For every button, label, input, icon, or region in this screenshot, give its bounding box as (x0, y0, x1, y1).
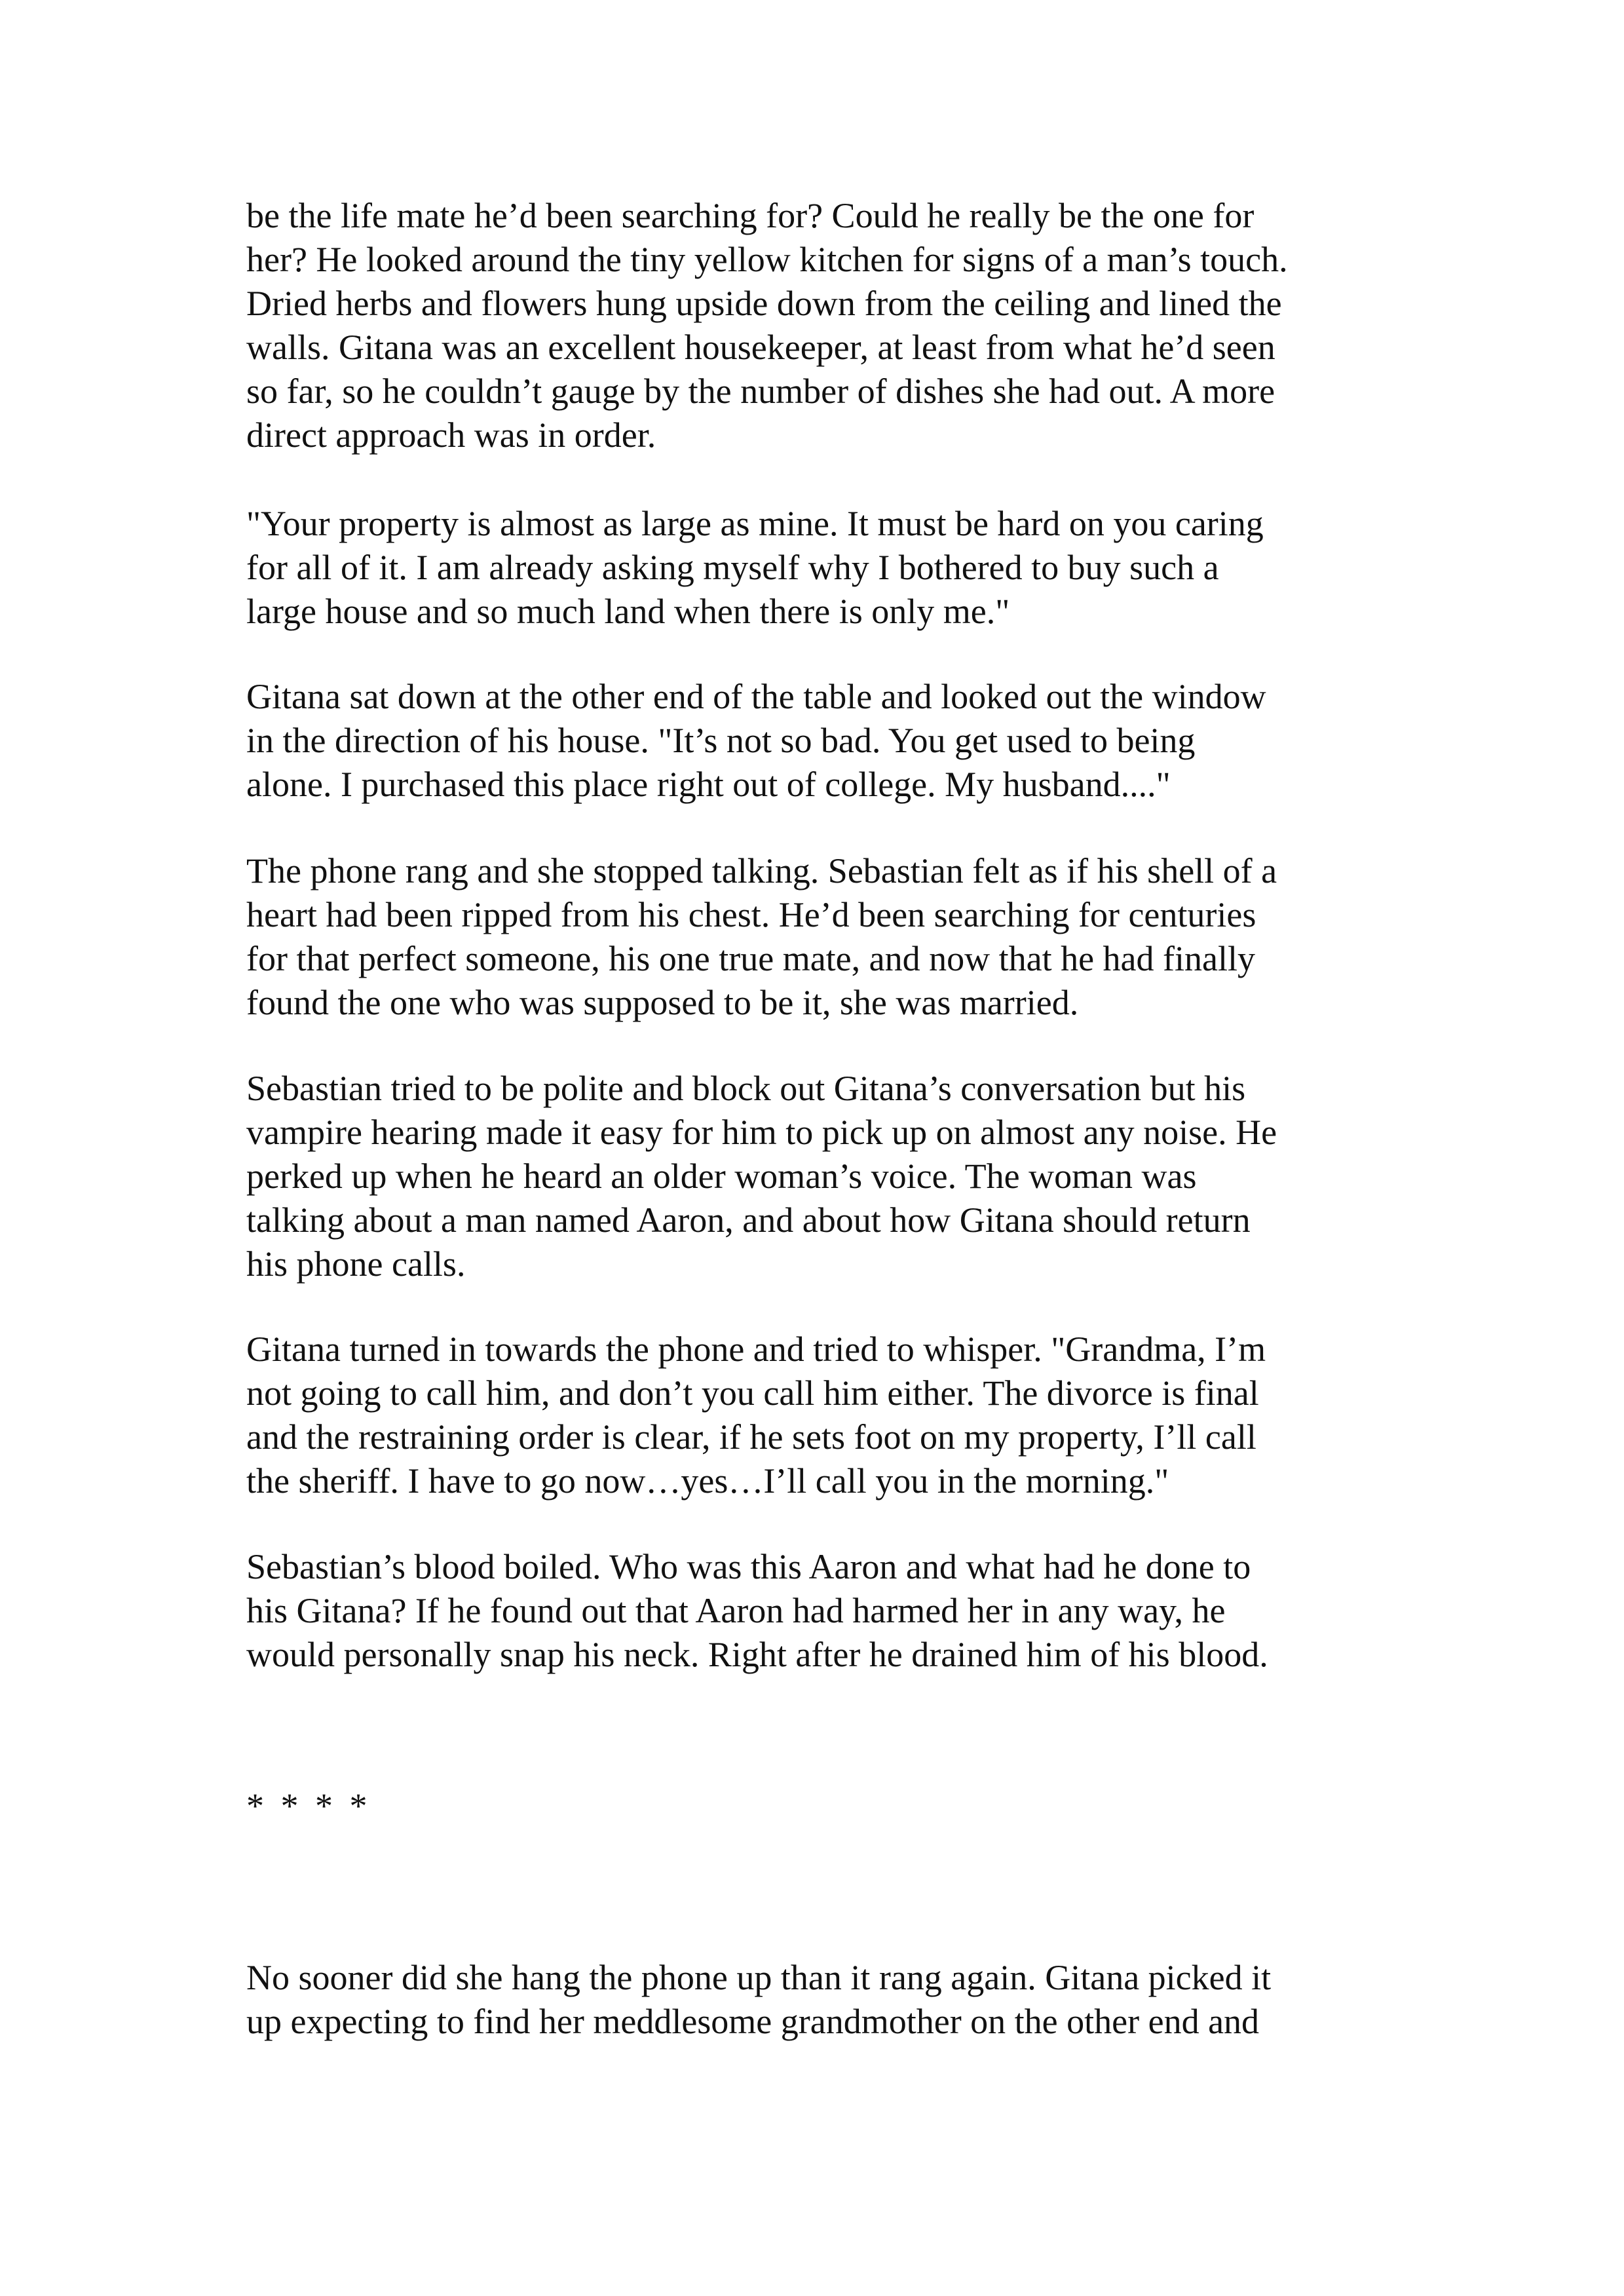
paragraph: Gitana turned in towards the phone and tried to whisper. "Grandma, I’m not going to call him, and don’t you call him either. The divorce is final and the restraining order is clear, if he sets foot on my property, I’ll call the sheriff. I have to go now…yes…I’ll call you in the morning." (246, 1330, 1266, 1501)
paragraph: be the life mate he’d been searching for? Could he really be the one for her? He looked around the tiny yellow kitchen for signs of a man’s touch. Dried herbs and flowers hung upside down from the ceiling and lined the walls. Gitana was an excellent housekeeper, at least from what he’d seen so far, so he couldn’t gauge by the number of dishes she had out. A more direct approach was in order. (246, 196, 1288, 455)
scene-break: * * * * (246, 1786, 371, 1826)
paragraph: Gitana sat down at the other end of the table and looked out the window in the direction of his house. "It’s not so bad. You get used to being alone. I purchased this place right out of college. My husband...." (246, 677, 1266, 804)
paragraph: Sebastian tried to be polite and block out Gitana’s conversation but his vampire hearing made it easy for him to pick up on almost any noise. He perked up when he heard an older woman’s voice. The woman was talking about a man named Aaron, and about how Gitana should return his phone calls. (246, 1069, 1277, 1284)
paragraph: The phone rang and she stopped talking. Sebastian felt as if his shell of a heart had been ripped from his chest. He’d been searching for centuries for that perfect someone, his one true mate, and now that he had finally found the one who was supposed to be it, she was married. (246, 851, 1277, 1022)
closing-paragraph: No sooner did she hang the phone up than it rang again. Gitana picked it up expecting to find her meddlesome grandmother on the other end and (246, 1958, 1272, 2041)
paragraph: "Your property is almost as large as mine. It must be hard on you caring for all of it. I am already asking myself why I bothered to buy such a large house and so much land when there is only me." (246, 504, 1264, 631)
paragraph: Sebastian’s blood boiled. Who was this Aaron and what had he done to his Gitana? If he found out that Aaron had harmed her in any way, he would personally snap his neck. Right after he drained him of his blood. (246, 1547, 1268, 1674)
